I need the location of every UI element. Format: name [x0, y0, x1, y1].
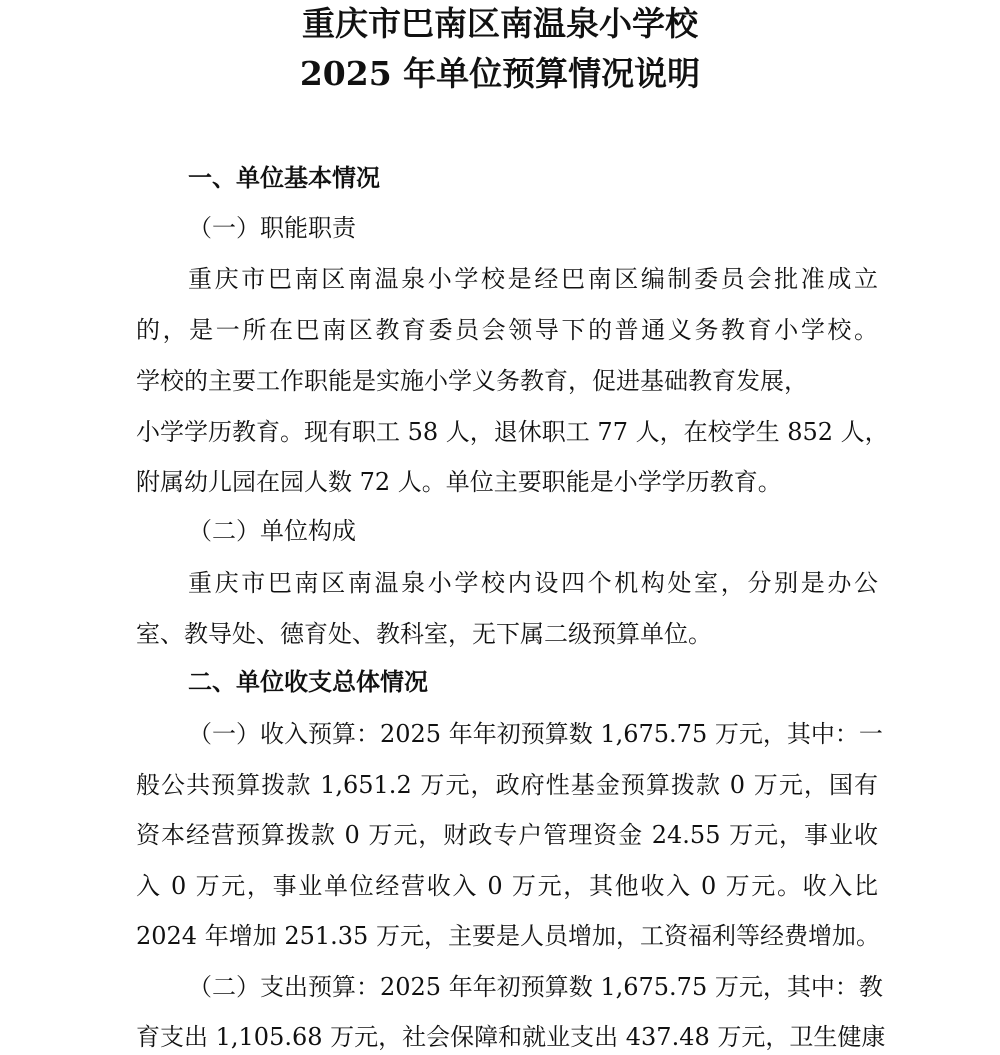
paragraph-line: 重庆市巴南区南温泉小学校是经巴南区编制委员会批准成立	[188, 265, 878, 293]
paragraph-line: 育支出 1,105.68 万元，社会保障和就业支出 437.48 万元，卫生健康	[136, 1023, 886, 1051]
paragraph-line: 室、教导处、德育处、教科室，无下属二级预算单位。	[136, 620, 712, 648]
section-heading-2: 二、单位收支总体情况	[188, 667, 428, 696]
paragraph-line: 般公共预算拨款 1,651.2 万元，政府性基金预算拨款 0 万元，国有	[136, 771, 878, 799]
paragraph-line: （一）收入预算：2025 年年初预算数 1,675.75 万元，其中：一	[188, 720, 883, 748]
paragraph-line: 附属幼儿园在园人数 72 人。单位主要职能是小学学历教育。	[136, 468, 782, 496]
paragraph-line: 的，是一所在巴南区教育委员会领导下的普通义务教育小学校。	[136, 316, 878, 344]
paragraph-line: 小学学历教育。现有职工 58 人，退休职工 77 人，在校学生 852 人，	[136, 418, 889, 446]
subsection-heading-1-1: （一）职能职责	[188, 214, 356, 242]
paragraph-line: 入 0 万元，事业单位经营收入 0 万元，其他收入 0 万元。收入比	[136, 872, 878, 900]
paragraph-line: 资本经营预算拨款 0 万元，财政专户管理资金 24.55 万元，事业收	[136, 821, 878, 849]
document-title-line-1: 重庆市巴南区南温泉小学校	[302, 4, 698, 43]
paragraph-line: 2024 年增加 251.35 万元，主要是人员增加，工资福利等经费增加。	[136, 922, 880, 950]
section-heading-1: 一、单位基本情况	[188, 163, 380, 192]
subsection-heading-1-2: （二）单位构成	[188, 517, 356, 545]
paragraph-line: 学校的主要工作职能是实施小学义务教育，促进基础教育发展，	[136, 367, 808, 395]
paragraph-line: 重庆市巴南区南温泉小学校内设四个机构处室，分别是办公	[188, 569, 878, 597]
document-title-line-2: 2025 年单位预算情况说明	[299, 54, 701, 93]
paragraph-line: （二）支出预算：2025 年年初预算数 1,675.75 万元，其中：教	[188, 973, 883, 1001]
